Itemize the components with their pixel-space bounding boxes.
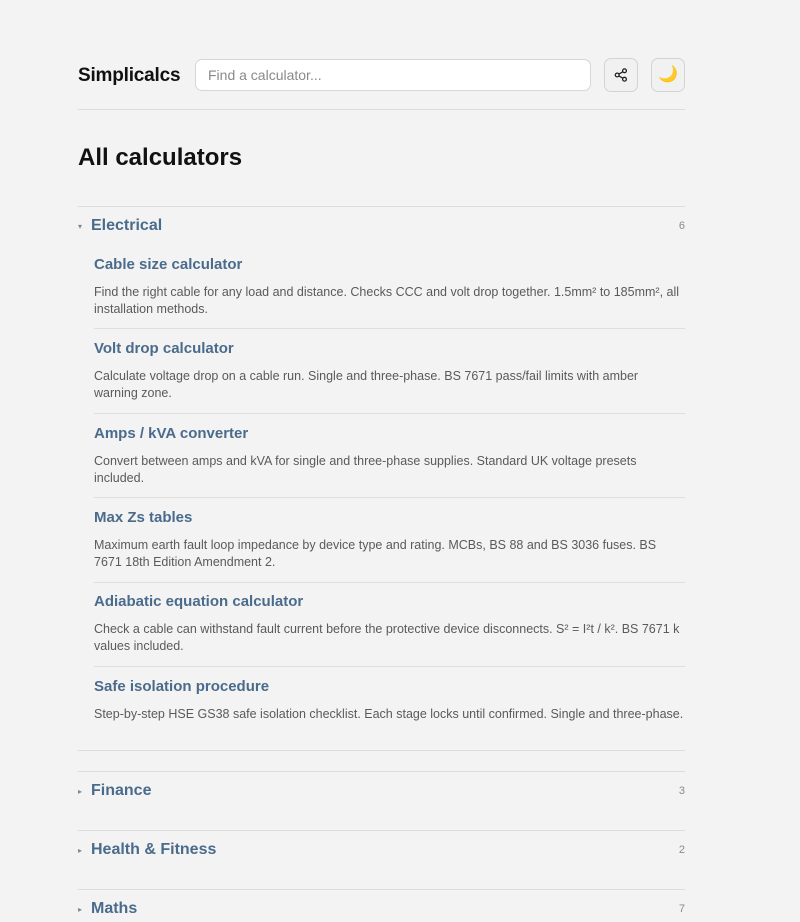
category-name: Finance — [91, 782, 152, 799]
calculator-description: Maximum earth fault loop impedance by device type and rating. MCBs, BS 88 and BS 3036 fuses. BS 7671 18th Edition Amendment 2. — [94, 538, 657, 569]
category-divider — [78, 889, 685, 890]
category-count: 3 — [678, 785, 685, 797]
calculator-title: Amps / kVA converter — [94, 425, 249, 442]
category-name: Maths — [91, 900, 138, 917]
calculator-link-volt-drop[interactable] — [94, 340, 685, 402]
calculator-description: Calculate voltage drop on a cable run. Single and three-phase. BS 7671 pass/fail limits with amber warning zone. — [94, 369, 639, 400]
calculator-link-safe-isolation[interactable] — [94, 678, 685, 723]
calculator-link-adiabatic[interactable] — [94, 593, 685, 655]
category-divider — [78, 771, 685, 772]
category-maths-toggle[interactable] — [78, 898, 685, 922]
category-divider — [78, 830, 685, 831]
chevron-right-icon: ▸ — [78, 905, 83, 914]
calculator-link-cable-size[interactable] — [94, 256, 685, 318]
chevron-right-icon: ▸ — [78, 787, 83, 796]
calculator-description: Check a cable can withstand fault current before the protective device disconnects. S² = I²t / k². BS 7671 k values included. — [94, 622, 680, 653]
calculator-link-max-zs[interactable] — [94, 509, 685, 571]
calculator-link-amps-kva[interactable] — [94, 425, 685, 487]
share-icon — [614, 68, 628, 82]
page-title: All calculators — [78, 144, 243, 171]
item-divider — [94, 497, 685, 498]
chevron-right-icon: ▸ — [78, 846, 83, 855]
category-health-fitness-toggle[interactable] — [78, 839, 685, 863]
calculator-title: Cable size calculator — [94, 256, 243, 273]
calculator-title: Adiabatic equation calculator — [94, 593, 304, 610]
calculator-description: Find the right cable for any load and distance. Checks CCC and volt drop together. 1.5mm² to 185mm², all installation methods. — [94, 285, 680, 316]
search-input[interactable] — [195, 59, 591, 91]
share-button[interactable] — [604, 58, 638, 92]
item-divider — [94, 582, 685, 583]
calculator-title: Volt drop calculator — [94, 340, 234, 357]
category-count: 7 — [678, 903, 685, 915]
header-divider — [78, 109, 685, 110]
category-divider — [78, 206, 685, 207]
category-count: 6 — [678, 220, 685, 232]
item-divider — [94, 328, 685, 329]
item-divider — [94, 413, 685, 414]
calculator-description: Convert between amps and kVA for single and three-phase supplies. Standard UK voltage presets included. — [94, 454, 637, 485]
chevron-down-icon: ▾ — [78, 222, 83, 231]
category-name: Electrical — [91, 217, 163, 234]
category-finance-toggle[interactable] — [78, 780, 685, 804]
category-count: 2 — [678, 844, 685, 856]
site-header — [78, 58, 685, 92]
category-electrical-toggle[interactable] — [78, 215, 685, 239]
calculator-title: Max Zs tables — [94, 509, 193, 526]
calculator-description: Step-by-step HSE GS38 safe isolation checklist. Each stage locks until confirmed. Single and three-phase. — [94, 707, 684, 721]
moon-icon: 🌙 — [658, 66, 678, 83]
theme-toggle-button[interactable] — [651, 58, 685, 92]
brand-logo[interactable]: Simplicalcs — [78, 65, 181, 86]
category-name: Health & Fitness — [91, 841, 217, 858]
calculator-title: Safe isolation procedure — [94, 678, 270, 695]
category-end-divider — [78, 750, 685, 751]
item-divider — [94, 666, 685, 667]
